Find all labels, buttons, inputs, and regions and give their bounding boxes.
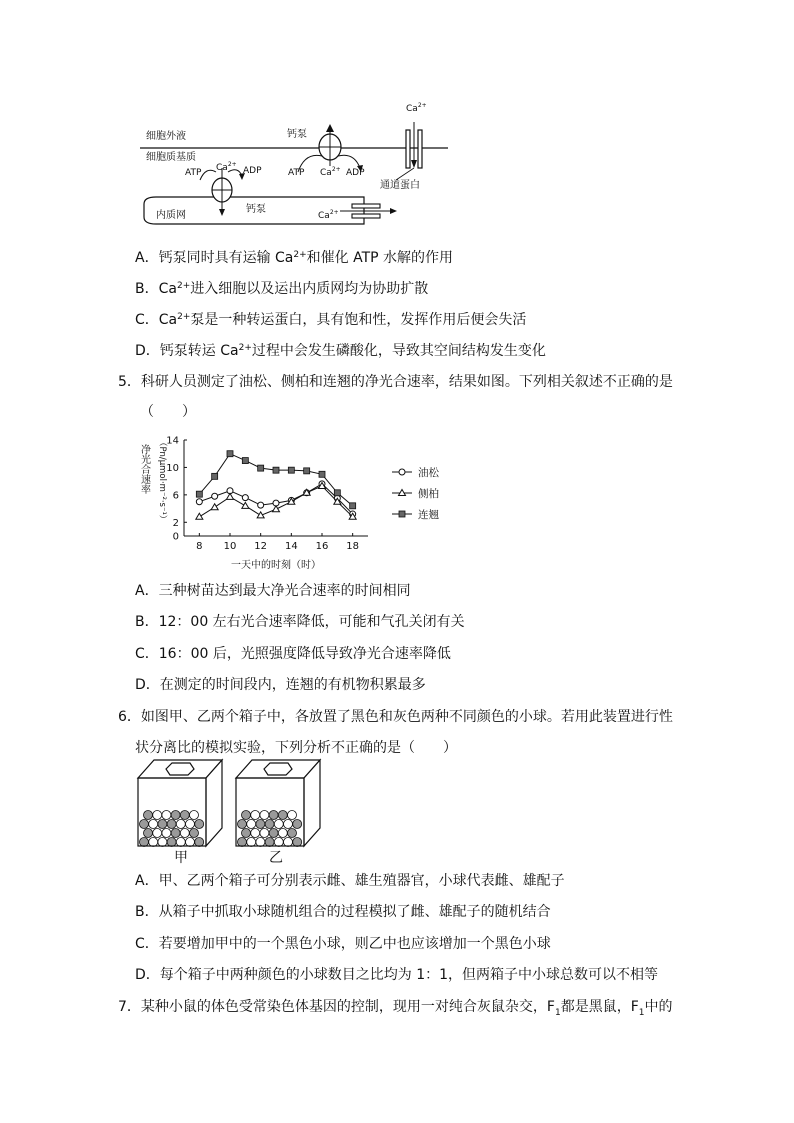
grey-ball xyxy=(242,811,251,820)
y-tick-label: 6 xyxy=(172,490,179,502)
white-ball xyxy=(158,838,167,847)
grey-ball xyxy=(269,811,278,820)
q4-option-c: C．$Ca^{2+}$泵是一种转运蛋白，具有饱和性，发挥作用后便会失活 xyxy=(135,312,527,328)
box-jia-label: 甲 xyxy=(174,850,188,866)
grey-ball xyxy=(238,820,247,829)
grey-ball xyxy=(242,829,251,838)
white-ball xyxy=(247,820,256,829)
extracellular-label: 细胞外液 xyxy=(146,131,186,142)
marker-square xyxy=(334,490,340,496)
white-ball xyxy=(260,811,269,820)
white-ball xyxy=(162,829,171,838)
ball-boxes-figure xyxy=(130,758,340,866)
marker-square xyxy=(273,467,279,473)
white-ball xyxy=(176,820,185,829)
white-ball xyxy=(274,820,283,829)
marker-square xyxy=(288,467,294,473)
q6-stem-line1: 6．如图甲、乙两个箱子中，各放置了黑色和灰色两种不同颜色的小球。若用此装置进行性 xyxy=(118,709,673,725)
legend-item xyxy=(392,508,439,521)
er-ca-label: $Ca^{2+}$ xyxy=(216,161,237,173)
marker-square xyxy=(350,503,356,509)
er-pump-label: 钙泵 xyxy=(246,204,266,215)
er-adp-label: ADP xyxy=(243,166,262,176)
legend-label: 油松 xyxy=(418,467,439,479)
y-tick-label: 0 xyxy=(172,531,179,543)
channel-protein-label: 通道蛋白 xyxy=(380,180,420,191)
x-tick-label: 16 xyxy=(315,541,329,552)
q5-option-a: A．三种树苗达到最大净光合速率的时间相同 xyxy=(135,583,411,599)
grey-ball xyxy=(144,811,153,820)
marker-triangle xyxy=(273,506,280,512)
marker-square xyxy=(242,458,248,464)
grey-ball xyxy=(293,838,302,847)
white-ball xyxy=(284,820,293,829)
grey-ball xyxy=(195,838,204,847)
q6-option-b: B．从箱子中抓取小球随机组合的过程模拟了雌、雄配子的随机结合 xyxy=(135,904,551,920)
x-tick-label: 12 xyxy=(254,541,268,552)
er-channel-top xyxy=(352,204,380,208)
grey-ball xyxy=(167,838,176,847)
marker-triangle xyxy=(211,504,218,510)
white-ball xyxy=(149,820,158,829)
x-tick-label: 18 xyxy=(346,541,360,552)
y-tick-label: 14 xyxy=(166,435,179,447)
membrane-ca-label: $Ca^{2+}$ xyxy=(320,166,341,178)
legend-item xyxy=(392,487,439,500)
cytoplasm-label: 细胞质基质 xyxy=(146,152,196,163)
grey-ball xyxy=(144,829,153,838)
grey-ball xyxy=(195,820,204,829)
net-photosynthesis-line-chart xyxy=(130,430,450,575)
white-ball xyxy=(186,820,195,829)
marker-square xyxy=(319,471,325,477)
q5-option-b: B．12：00 左右光合速率降低，可能和气孔关闭有关 xyxy=(135,614,465,630)
membrane-atp-label: ATP xyxy=(288,168,305,178)
grey-ball xyxy=(293,820,302,829)
grey-ball xyxy=(269,829,278,838)
white-ball xyxy=(251,811,260,820)
q6-option-d: D．每个箱子中两种颜色的小球数目之比均为 1：1，但两箱子中小球总数可以不相等 xyxy=(135,967,659,983)
grey-ball xyxy=(180,811,189,820)
white-ball xyxy=(284,838,293,847)
grey-ball xyxy=(256,820,265,829)
marker-square xyxy=(196,491,202,497)
white-ball xyxy=(162,811,171,820)
marker-circle xyxy=(212,493,218,499)
marker-square xyxy=(399,511,405,517)
grey-ball xyxy=(265,838,274,847)
grey-ball xyxy=(171,811,180,820)
channel-protein-right xyxy=(418,130,422,168)
er-label: 内质网 xyxy=(156,210,186,221)
series-line xyxy=(199,454,352,506)
q4-option-a: A．钙泵同时具有运输 $Ca^{2+}$和催化 ATP 水解的作用 xyxy=(135,250,454,266)
white-ball xyxy=(149,838,158,847)
x-tick-label: 14 xyxy=(284,541,298,552)
legend-item xyxy=(392,466,439,479)
er-channel-bottom xyxy=(352,214,380,218)
marker-circle xyxy=(258,502,264,508)
q6-option-a: A．甲、乙两个箱子可分别表示雌、雄生殖器官，小球代表雌、雄配子 xyxy=(135,873,565,889)
grey-ball xyxy=(265,820,274,829)
white-ball xyxy=(186,838,195,847)
grey-ball xyxy=(167,820,176,829)
y-axis-title: 净光合速率 xyxy=(138,444,150,494)
grey-ball xyxy=(190,829,199,838)
legend-label: 侧柏 xyxy=(418,488,439,500)
x-tick-label: 8 xyxy=(196,541,203,552)
grey-ball xyxy=(158,820,167,829)
calcium-transport-diagram xyxy=(130,100,450,235)
y-tick-label: 10 xyxy=(166,462,179,474)
q5-stem-line1: 5．科研人员测定了油松、侧柏和连翘的净光合速率，结果如图。下列相关叙述不正确的是 xyxy=(118,374,673,390)
box-yi xyxy=(236,760,320,847)
grey-ball xyxy=(278,811,287,820)
y-axis-unit: （Pn/μmol·m⁻²·s⁻¹） xyxy=(157,438,167,524)
x-axis-title: 一天中的时刻（时） xyxy=(231,560,321,571)
marker-circle xyxy=(399,469,405,475)
marker-square xyxy=(227,451,233,457)
y-tick-label: 2 xyxy=(172,517,179,529)
white-ball xyxy=(190,811,199,820)
marker-triangle xyxy=(196,513,203,519)
white-ball xyxy=(256,838,265,847)
white-ball xyxy=(260,829,269,838)
q6-stem-line2: 状分离比的模拟实验，下列分析不正确的是（ ） xyxy=(135,740,457,756)
q5-option-c: C．16：00 后，光照强度降低导致净光合速率降低 xyxy=(135,646,451,662)
white-ball xyxy=(278,829,287,838)
membrane-adp-label: ADP xyxy=(346,168,365,178)
marker-circle xyxy=(242,495,248,501)
membrane-pump-label: 钙泵 xyxy=(287,129,307,140)
q5-stem-line2: （ ） xyxy=(140,404,196,420)
white-ball xyxy=(153,829,162,838)
marker-square xyxy=(304,468,310,474)
box-yi-label: 乙 xyxy=(269,850,283,866)
marker-triangle xyxy=(242,502,249,508)
legend-label: 连翘 xyxy=(418,509,439,521)
marker-triangle xyxy=(227,493,234,499)
q7-stem-line1: 7．某种小鼠的体色受常染色体基因的控制，现用一对纯合灰鼠杂交，$F_1$都是黑鼠，$F_1$中的 xyxy=(118,999,673,1018)
q5-option-d: D．在测定的时间段内，连翘的有机物积累最多 xyxy=(135,677,426,693)
q4-option-b: B．$Ca^{2+}$进入细胞以及运出内质网均为协助扩散 xyxy=(135,281,429,297)
grey-ball xyxy=(140,838,149,847)
white-ball xyxy=(288,811,297,820)
marker-square xyxy=(212,473,218,479)
marker-square xyxy=(258,465,264,471)
channel-ca-label: $Ca^{2+}$ xyxy=(406,102,427,114)
white-ball xyxy=(251,829,260,838)
white-ball xyxy=(247,838,256,847)
white-ball xyxy=(153,811,162,820)
grey-ball xyxy=(288,829,297,838)
white-ball xyxy=(274,838,283,847)
white-ball xyxy=(176,838,185,847)
white-ball xyxy=(180,829,189,838)
q4-option-d: D．钙泵转运 $Ca^{2+}$过程中会发生磷酸化，导致其空间结构发生变化 xyxy=(135,343,546,359)
channel-protein-left xyxy=(406,130,410,168)
er-channel-ca-label: $Ca^{2+}$ xyxy=(318,209,339,221)
grey-ball xyxy=(140,820,149,829)
q6-option-c: C．若要增加甲中的一个黑色小球，则乙中也应该增加一个黑色小球 xyxy=(135,936,551,952)
grey-ball xyxy=(171,829,180,838)
x-tick-label: 10 xyxy=(223,541,237,552)
marker-circle xyxy=(196,499,202,505)
box-jia xyxy=(138,760,222,847)
grey-ball xyxy=(238,838,247,847)
er-atp-label: ATP xyxy=(185,168,202,178)
